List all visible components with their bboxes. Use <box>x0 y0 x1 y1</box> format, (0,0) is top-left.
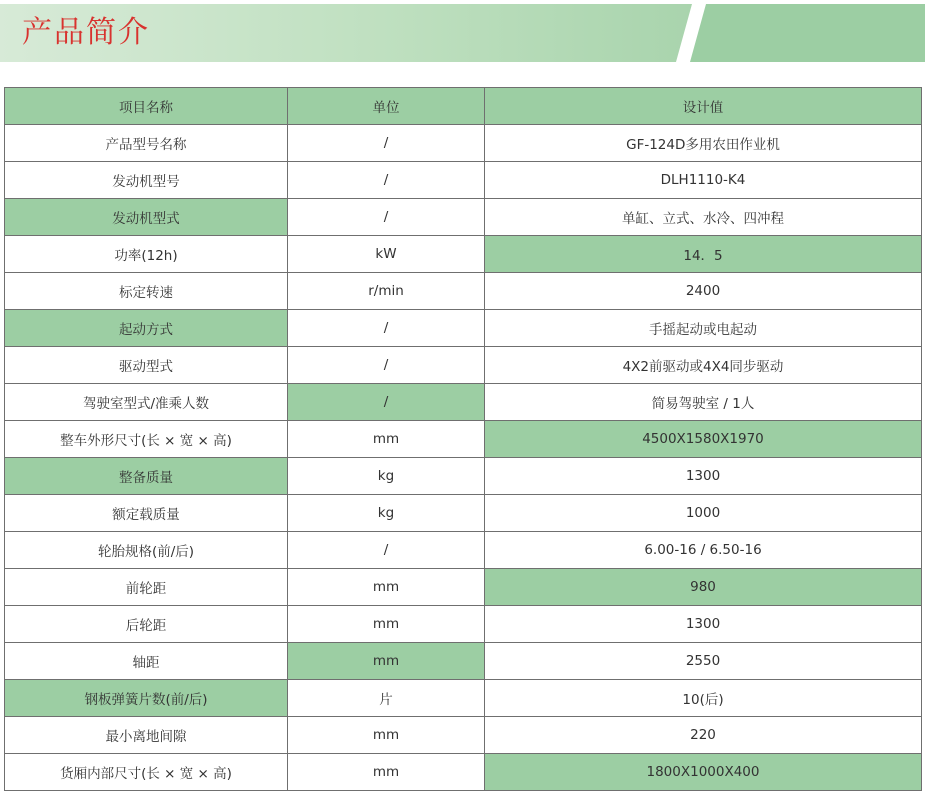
row-name-cell: 产品型号名称 <box>5 125 288 162</box>
table-row <box>5 273 922 310</box>
row-unit-cell: / <box>288 532 485 569</box>
row-unit-cell: / <box>288 162 485 199</box>
row-name-cell: 驱动型式 <box>5 347 288 384</box>
row-value-cell: 4X2前驱动或4X4同步驱动 <box>485 347 922 384</box>
table-row <box>5 347 922 384</box>
row-value-cell: 1300 <box>485 458 922 495</box>
row-name-cell: 发动机型式 <box>5 199 288 236</box>
table-row <box>5 384 922 421</box>
table-row <box>5 125 922 162</box>
table-row <box>5 458 922 495</box>
row-unit-cell: / <box>288 199 485 236</box>
row-value-cell: 简易驾驶室 / 1人 <box>485 384 922 421</box>
row-unit-cell: / <box>288 310 485 347</box>
table-row <box>5 236 922 273</box>
row-unit-cell: / <box>288 347 485 384</box>
row-value-cell: 单缸、立式、水冷、四冲程 <box>485 199 922 236</box>
row-unit-cell: kg <box>288 495 485 532</box>
row-value-cell: 14．5 <box>485 236 922 273</box>
row-value-cell: 手摇起动或电起动 <box>485 310 922 347</box>
row-unit-cell: mm <box>288 754 485 791</box>
row-name-cell: 驾驶室型式/准乘人数 <box>5 384 288 421</box>
row-value-cell: 1800X1000X400 <box>485 754 922 791</box>
row-value-cell: 2400 <box>485 273 922 310</box>
table-row <box>5 532 922 569</box>
row-unit-cell: mm <box>288 569 485 606</box>
table-row <box>5 643 922 680</box>
row-value-cell: GF-124D多用农田作业机 <box>485 125 922 162</box>
row-unit-cell: 片 <box>288 680 485 717</box>
row-unit-cell: mm <box>288 421 485 458</box>
table-row <box>5 569 922 606</box>
row-unit-cell: mm <box>288 643 485 680</box>
table-row <box>5 606 922 643</box>
row-name-cell: 最小离地间隙 <box>5 717 288 754</box>
row-name-cell: 整备质量 <box>5 458 288 495</box>
table-row <box>5 421 922 458</box>
table-row <box>5 717 922 754</box>
row-unit-cell: mm <box>288 717 485 754</box>
column-header-item: 项目名称 <box>5 88 288 125</box>
row-value-cell: 980 <box>485 569 922 606</box>
row-unit-cell: mm <box>288 606 485 643</box>
table-row <box>5 754 922 791</box>
spec-table <box>4 87 922 791</box>
column-header-value: 设计值 <box>485 88 922 125</box>
title-banner <box>0 0 925 66</box>
column-header-unit: 单位 <box>288 88 485 125</box>
row-name-cell: 标定转速 <box>5 273 288 310</box>
row-unit-cell: / <box>288 125 485 162</box>
row-value-cell: 10(后) <box>485 680 922 717</box>
row-name-cell: 功率(12h) <box>5 236 288 273</box>
row-name-cell: 后轮距 <box>5 606 288 643</box>
row-name-cell: 整车外形尺寸(长 × 宽 × 高) <box>5 421 288 458</box>
row-name-cell: 轴距 <box>5 643 288 680</box>
table-row <box>5 680 922 717</box>
row-name-cell: 额定载质量 <box>5 495 288 532</box>
row-value-cell: 6.00-16 / 6.50-16 <box>485 532 922 569</box>
row-unit-cell: kW <box>288 236 485 273</box>
row-unit-cell: / <box>288 384 485 421</box>
row-value-cell: DLH1110-K4 <box>485 162 922 199</box>
row-value-cell: 1300 <box>485 606 922 643</box>
row-value-cell: 4500X1580X1970 <box>485 421 922 458</box>
table-row <box>5 199 922 236</box>
row-unit-cell: kg <box>288 458 485 495</box>
row-name-cell: 发动机型号 <box>5 162 288 199</box>
row-value-cell: 220 <box>485 717 922 754</box>
row-value-cell: 2550 <box>485 643 922 680</box>
table-row <box>5 310 922 347</box>
row-unit-cell: r/min <box>288 273 485 310</box>
row-name-cell: 货厢内部尺寸(长 × 宽 × 高) <box>5 754 288 791</box>
row-name-cell: 钢板弹簧片数(前/后) <box>5 680 288 717</box>
row-name-cell: 前轮距 <box>5 569 288 606</box>
table-row <box>5 495 922 532</box>
row-value-cell: 1000 <box>485 495 922 532</box>
row-name-cell: 起动方式 <box>5 310 288 347</box>
table-row <box>5 162 922 199</box>
row-name-cell: 轮胎规格(前/后) <box>5 532 288 569</box>
table-header-row <box>5 88 922 125</box>
page-title: 产品简介 <box>22 15 150 50</box>
